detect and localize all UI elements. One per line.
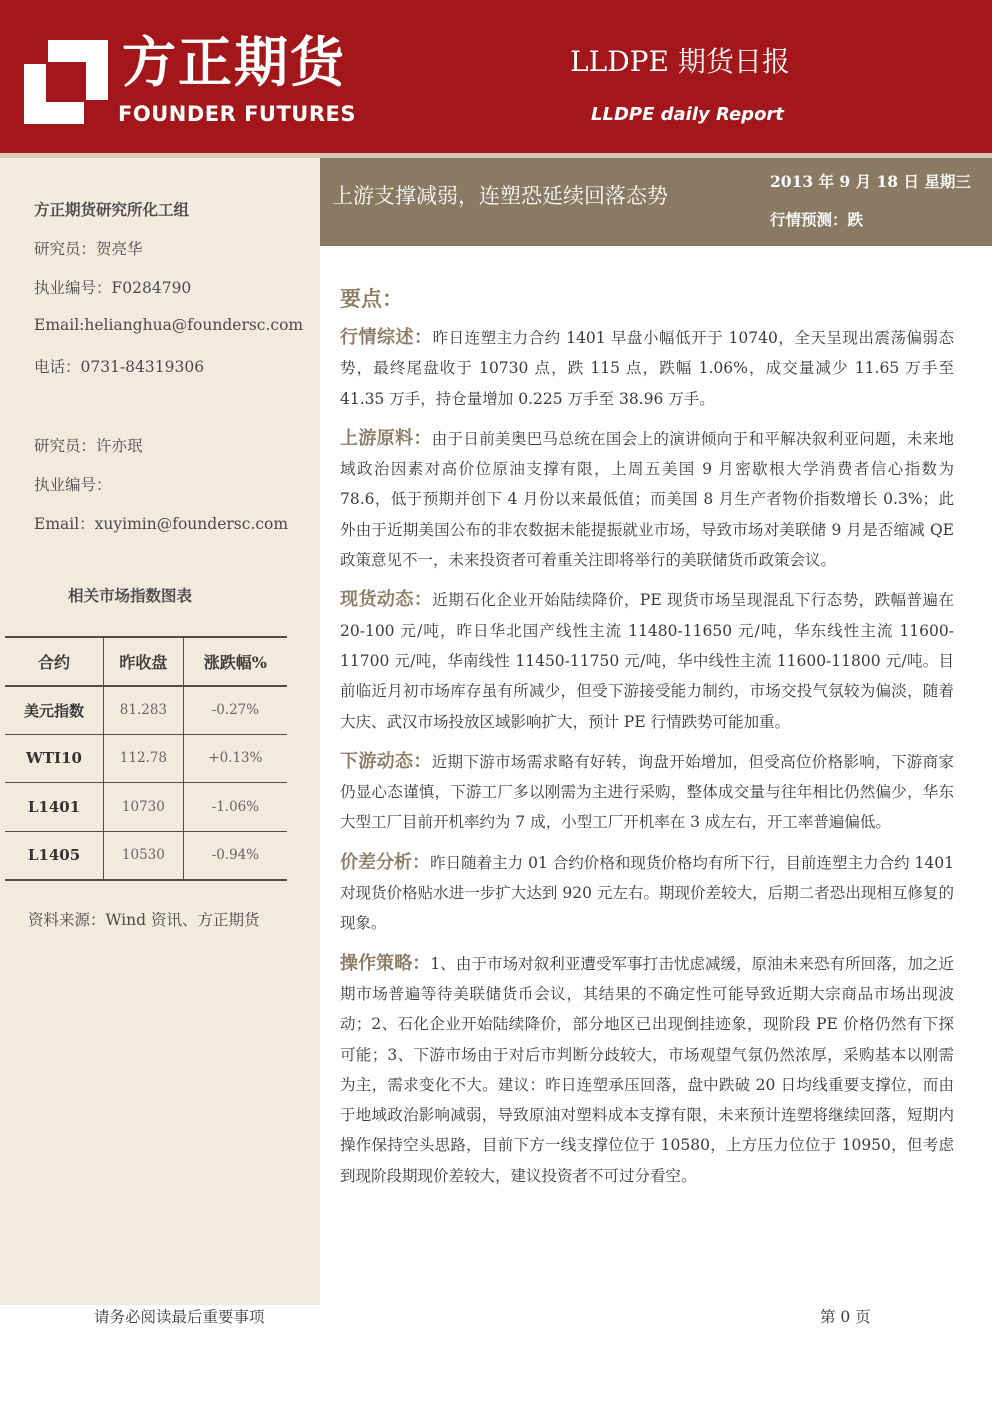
change-pct: -0.94%	[211, 847, 260, 864]
report-header	[0, 0, 992, 153]
section-text: 近期下游市场需求略有好转，询盘开始增加，但受高位价格影响，下游商家仍显心态谨慎，下游工厂多以刚需为主进行采购，整体成交量与往年相比仍然偏少，华东大型工厂目前开机率约为 7 成，小型工厂开机率在 3 成左右，开工率普遍偏低。	[340, 752, 954, 832]
analyst-name: 研究员：许亦珉	[34, 437, 143, 455]
column-header: 昨收盘	[104, 637, 184, 686]
report-subtitle: LLDPE daily Report	[591, 104, 784, 125]
section-label: 下游动态：	[340, 750, 432, 772]
section-upstream	[340, 424, 954, 575]
brand-name-en: FOUNDER FUTURES	[118, 102, 356, 126]
research-group: 方正期货研究所化工组	[34, 200, 190, 219]
section-spread	[340, 848, 954, 939]
headline-band	[320, 158, 992, 246]
report-date: 2013 年 9 月 18 日 星期三	[770, 172, 971, 191]
section-text: 近期石化企业开始陆续降价，PE 现货市场呈现混乱下行态势，跌幅普遍在 20-100 元/吨，昨日华北国产线性主流 11480-11650 元/吨，华东线性主流 11600-11700 元/吨，华南线性 11450-11750 元/吨，华中线性主流 11600-11800 元/吨。目前临近月初市场库存虽有所减少，但受下游接受能力制约，市场交投气氛较为偏淡，随着大庆、武汉市场投放区域影响扩大，预计 PE 行情跌势可能加重。	[340, 591, 954, 731]
section-label: 上游原料：	[340, 427, 432, 449]
section-spot	[340, 585, 954, 736]
analyst-phone: 电话：0731-84319306	[34, 358, 205, 376]
change-pct: -0.27%	[211, 702, 260, 719]
main-content	[340, 283, 954, 1201]
footer-notice: 请务必阅读最后重要事项	[94, 1308, 265, 1326]
contract-name: 美元指数	[5, 686, 104, 735]
report-title: LLDPE 期货日报	[570, 45, 790, 78]
analyst-license: 执业编号：	[34, 476, 112, 494]
section-text: 1、由于市场对叙利亚遭受军事打击忧虑减缓，原油未来恐有所回落，加之近期市场普遍等待美联储货币会议，其结果的不确定性可能导致近期大宗商品市场出现波动；2、石化企业开始陆续降价，部分地区已出现倒挂迹象，现阶段 PE 价格仍然有下探可能；3、下游市场由于对后市判断分歧较大，市场观望气氛仍然浓厚，采购基本以刚需为主，需求变化不大。建议：昨日连塑承压回落，盘中跌破 20 日均线重要支撑位，而由于地域政治影响减弱，导致原油对塑料成本支撑有限，未来预计连塑将继续回落，短期内操作保持空头思路，目前下方一线支撑位位于 10580，上方压力位位于 10950，但考虑到现阶段期现价差较大，建议投资者不可过分看空。	[340, 954, 955, 1185]
market-table-title: 相关市场指数图表	[68, 586, 193, 605]
column-header: 涨跌幅%	[203, 652, 267, 672]
prev-close: 10530	[104, 831, 184, 880]
section-text: 昨日连塑主力合约 1401 早盘小幅低开于 10740，全天呈现出震荡偏弱态势，最终尾盘收于 10730 点，跌 115 点，跌幅 1.06%，成交量减少 11.65 万手至 41.35 万手，持仓量增加 0.225 万手至 38.96 万手。	[340, 329, 955, 408]
section-label: 价差分析：	[340, 851, 431, 873]
table-row	[5, 831, 287, 880]
data-source-note: 资料来源：Wind 资讯、方正期货	[28, 911, 260, 929]
market-forecast: 行情预测：跌	[770, 210, 864, 229]
section-text: 昨日随着主力 01 合约价格和现货价格均有所下行，目前连塑主力合约 1401 对现货价格贴水进一步扩大达到 920 元左右。期现价差较大，后期二者恐出现相互修复的现象。	[340, 853, 955, 933]
section-label: 操作策略：	[340, 952, 431, 974]
analyst-name: 研究员：贺亮华	[34, 240, 143, 258]
page-number: 第 0 页	[820, 1308, 871, 1326]
contract-name: L1401	[5, 783, 104, 832]
analyst-email: Email:helianghua@foundersc.com	[34, 316, 304, 334]
brand-name-cn: 方正期货	[122, 31, 346, 94]
table-header-row	[5, 637, 287, 686]
prev-close: 10730	[104, 783, 184, 832]
market-index-table	[5, 636, 287, 881]
analyst-license: 执业编号：F0284790	[34, 279, 192, 297]
contract-name: L1405	[5, 831, 104, 880]
column-header: 合约	[5, 637, 104, 686]
contract-name: WTI10	[5, 734, 104, 783]
change-pct: +0.13%	[208, 750, 263, 767]
section-text: 由于日前美奥巴马总统在国会上的演讲倾向于和平解决叙利亚问题，未来地域政治因素对高价位原油支撑有限，上周五美国 9 月密歇根大学消费者信心指数为 78.6，低于预期并创下 4 月份以来最低值；而美国 8 月生产者物价指数增长 0.3%；此外由于近期美国公布的非农数据未能提振就业市场，导致市场对美联储 9 月是否缩减 QE 政策意见不一，未来投资者可着重关注即将举行的美联储货币政策会议。	[340, 429, 954, 570]
section-label: 现货动态：	[340, 589, 433, 611]
table-row	[5, 686, 287, 735]
section-label: 行情综述：	[340, 327, 433, 348]
key-points-heading: 要点：	[340, 286, 403, 311]
change-pct: -1.06%	[211, 799, 260, 816]
section-downstream	[340, 747, 954, 838]
table-row	[5, 783, 287, 832]
prev-close: 81.283	[104, 686, 184, 735]
headline-title: 上游支撑减弱，连塑恐延续回落态势	[332, 184, 668, 208]
section-strategy	[340, 949, 954, 1191]
analyst-email: Email：xuyimin@foundersc.com	[34, 515, 289, 533]
section-market-review	[340, 323, 954, 414]
founder-logo-icon	[24, 40, 108, 124]
prev-close: 112.78	[104, 734, 184, 783]
table-row	[5, 734, 287, 783]
